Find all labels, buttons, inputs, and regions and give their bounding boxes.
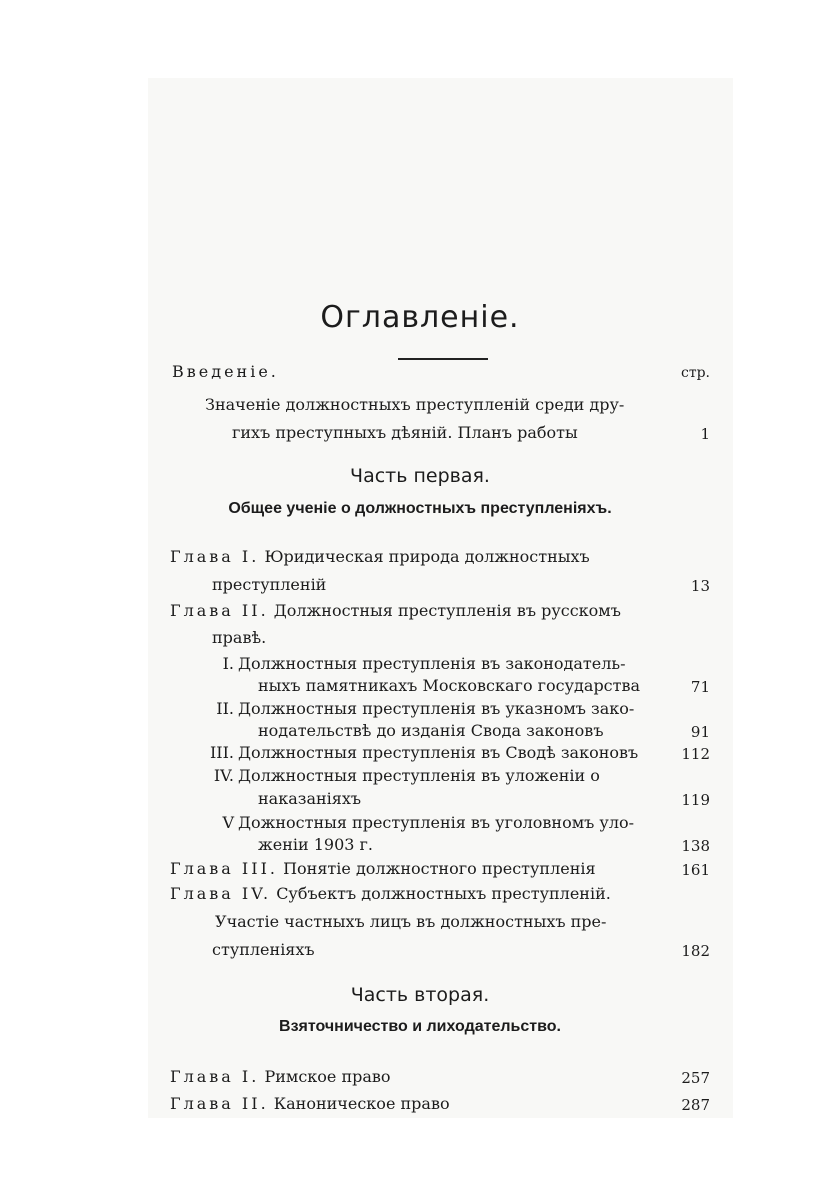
intro-page: 1	[700, 425, 710, 443]
chapter-title: Юридическая природа должностныхъ	[264, 547, 590, 566]
title-underline	[398, 358, 488, 360]
chapter-label: Глава I.	[170, 1067, 260, 1086]
part-2-chapter-1-entry	[170, 1067, 391, 1086]
section-number: III.	[209, 743, 234, 762]
section-title: Должностныя преступленія въ уложеніи о	[238, 766, 600, 785]
chapter-title: Понятіе должностного преступленія	[283, 859, 596, 878]
section-3-page: 112	[681, 745, 710, 763]
section-title: Дожностныя преступленія въ уголовномъ уло-	[238, 813, 635, 832]
chapter-label: Глава II.	[170, 1094, 269, 1113]
section-2-line-2: нодательствѣ до изданія Свода законовъ	[258, 721, 604, 740]
chapter-4-entry	[170, 884, 611, 903]
section-title: Должностныя преступленія въ Сводѣ законовъ	[238, 743, 639, 762]
section-title: Должностныя преступленія въ законодатель-	[238, 654, 626, 673]
toc-title: Оглавленіе.	[320, 300, 520, 335]
chapter-label: Глава II.	[170, 601, 269, 620]
chapter-4-line-3: ступленіяхъ	[212, 940, 315, 959]
part-2-chapter-1-page: 257	[681, 1069, 710, 1087]
chapter-3-page: 161	[681, 861, 710, 879]
section-2-page: 91	[690, 723, 710, 741]
page-column-label: стр.	[681, 365, 710, 381]
intro-heading: Введеніе.	[172, 362, 279, 381]
section-title: Должностныя преступленія въ указномъ зако-	[238, 699, 635, 718]
chapter-label: Глава IV.	[170, 884, 272, 903]
chapter-4-line-2: Участіе частныхъ лицъ въ должностныхъ пре-	[215, 912, 607, 931]
section-number: II.	[216, 699, 234, 718]
chapter-label: Глава I.	[170, 547, 260, 566]
section-4-page: 119	[681, 791, 710, 809]
section-number: V	[222, 813, 234, 832]
chapter-2-entry	[170, 601, 621, 620]
part-2-title: Часть вторая.	[350, 984, 490, 1006]
section-3-line-1	[200, 743, 638, 762]
chapter-title: Римское право	[264, 1067, 391, 1086]
chapter-4-page: 182	[681, 942, 710, 960]
section-number: IV.	[213, 766, 234, 785]
chapter-1-page: 13	[690, 577, 710, 595]
chapter-title: Должностныя преступленія въ русскомъ	[273, 601, 621, 620]
intro-line-2: гихъ преступныхъ дѣяній. Планъ работы	[232, 423, 578, 442]
chapter-2-title-cont: правѣ.	[212, 628, 267, 647]
part-1-subtitle: Общее ученіе о должностныхъ преступленіяхъ.	[228, 500, 612, 517]
part-2-subtitle: Взяточничество и лиходательство.	[279, 1018, 561, 1035]
chapter-title: Субъектъ должностныхъ преступленій.	[276, 884, 611, 903]
page-background	[148, 78, 733, 1118]
section-5-line-2: женіи 1903 г.	[258, 835, 373, 854]
part-2-chapter-2-page: 287	[681, 1096, 710, 1114]
section-2-line-1	[200, 699, 634, 718]
section-1-line-2: ныхъ памятникахъ Московскаго государства	[258, 676, 641, 695]
section-1-line-1	[200, 654, 626, 673]
intro-line-1: Значеніе должностныхъ преступленій среди дру-	[205, 395, 625, 414]
section-4-line-2: наказаніяхъ	[258, 789, 362, 808]
section-5-page: 138	[681, 837, 710, 855]
section-4-line-1	[200, 766, 600, 785]
chapter-title: Каноническое право	[273, 1094, 450, 1113]
chapter-1-entry	[170, 547, 590, 566]
part-1-title: Часть первая.	[350, 465, 490, 487]
chapter-1-title-cont: преступленій	[212, 575, 327, 594]
section-1-page: 71	[690, 678, 710, 696]
part-2-chapter-2-entry	[170, 1094, 450, 1113]
chapter-3-entry	[170, 859, 596, 878]
section-5-line-1	[200, 813, 634, 832]
chapter-label: Глава III.	[170, 859, 278, 878]
section-number: I.	[222, 654, 234, 673]
